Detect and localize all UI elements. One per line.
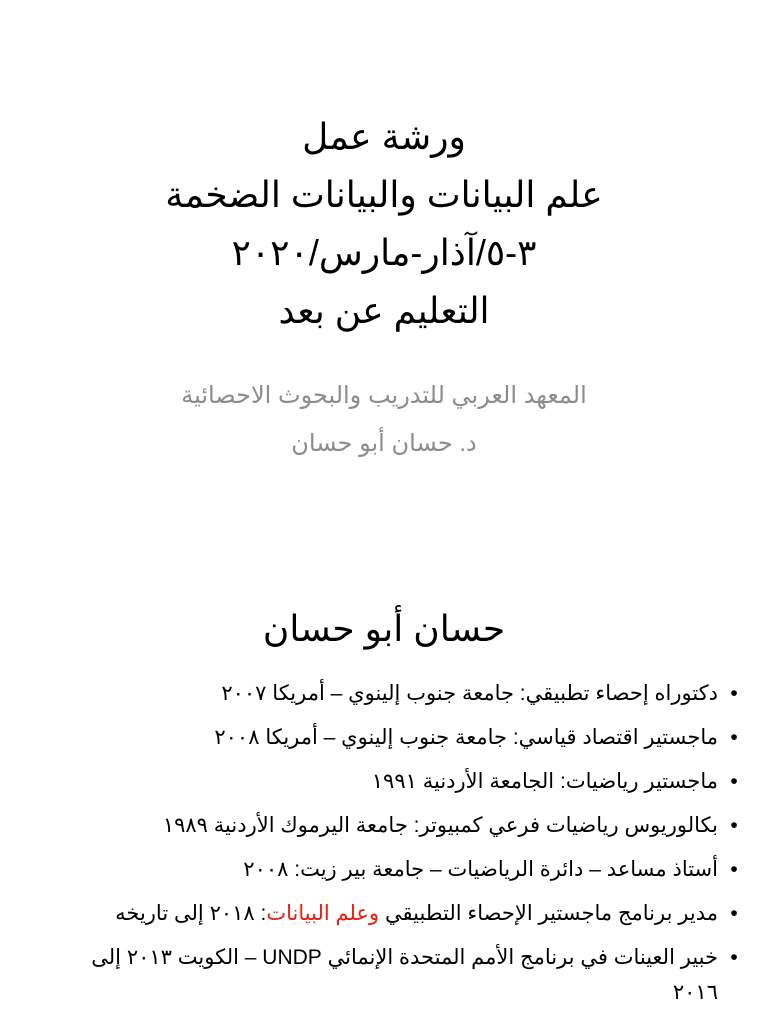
bullet-item: [42, 940, 742, 1010]
slide-subtitle: [0, 372, 768, 468]
bullet-text: أستاذ مساعد – دائرة الرياضيات – جامعة بير زيت: ٢٠٠٨: [243, 858, 718, 881]
bullet-text: دكتوراه إحصاء تطبيقي: جامعة جنوب إلينوي – أمريكا ٢٠٠٧: [221, 682, 718, 705]
bio-slide: [0, 576, 768, 1024]
bullet-icon: •: [730, 770, 738, 793]
bullet-icon: •: [730, 682, 738, 705]
bullet-text: بكالوريوس رياضيات فرعي كمبيوتر: جامعة اليرموك الأردنية ١٩٨٩: [162, 814, 718, 837]
highlighted-text: وعلم البيانات: [266, 902, 380, 925]
slide-title: [0, 108, 768, 340]
bullet-icon: •: [730, 858, 738, 881]
bullet-text-part: مدير برنامج ماجستير الإحصاء التطبيقي: [379, 902, 718, 925]
bullet-item: [42, 808, 742, 843]
bullet-item: [42, 720, 742, 755]
bullet-icon: •: [730, 726, 738, 749]
bullet-text: ماجستير رياضيات: الجامعة الأردنية ١٩٩١: [371, 770, 718, 793]
bullet-icon: •: [730, 814, 738, 837]
workshop-mode: التعليم عن بعد: [278, 290, 490, 331]
workshop-title: ورشة عمل: [302, 116, 466, 157]
institute-name: المعهد العربي للتدريب والبحوث الاحصائية: [181, 382, 587, 409]
bullet-text: ماجستير اقتصاد قياسي: جامعة جنوب إلينوي – أمريكا ٢٠٠٨: [214, 726, 718, 749]
bullet-item: [42, 676, 742, 711]
bullet-icon: •: [730, 902, 738, 925]
presenter-name: د. حسان أبو حسان: [291, 430, 477, 457]
bullet-item: [42, 896, 742, 931]
bullet-item: [42, 764, 742, 799]
bio-title: حسان أبو حسان: [262, 608, 506, 649]
bio-bullet-list: [42, 676, 742, 1019]
bullet-text: خبير العينات في برنامج الأمم المتحدة الإنمائي UNDP – الكويت ٢٠١٣ إلى ٢٠١٦: [91, 946, 718, 1004]
bullet-icon: •: [730, 946, 738, 969]
workshop-topic: علم البيانات والبيانات الضخمة: [165, 174, 603, 215]
bullet-item: [42, 852, 742, 887]
workshop-date: ٣-٥/آذار-مارس/٢٠٢٠: [231, 232, 537, 273]
bullet-text-part: : ٢٠١٨ إلى تاريخه: [115, 902, 267, 925]
bullet-text: [115, 902, 718, 925]
